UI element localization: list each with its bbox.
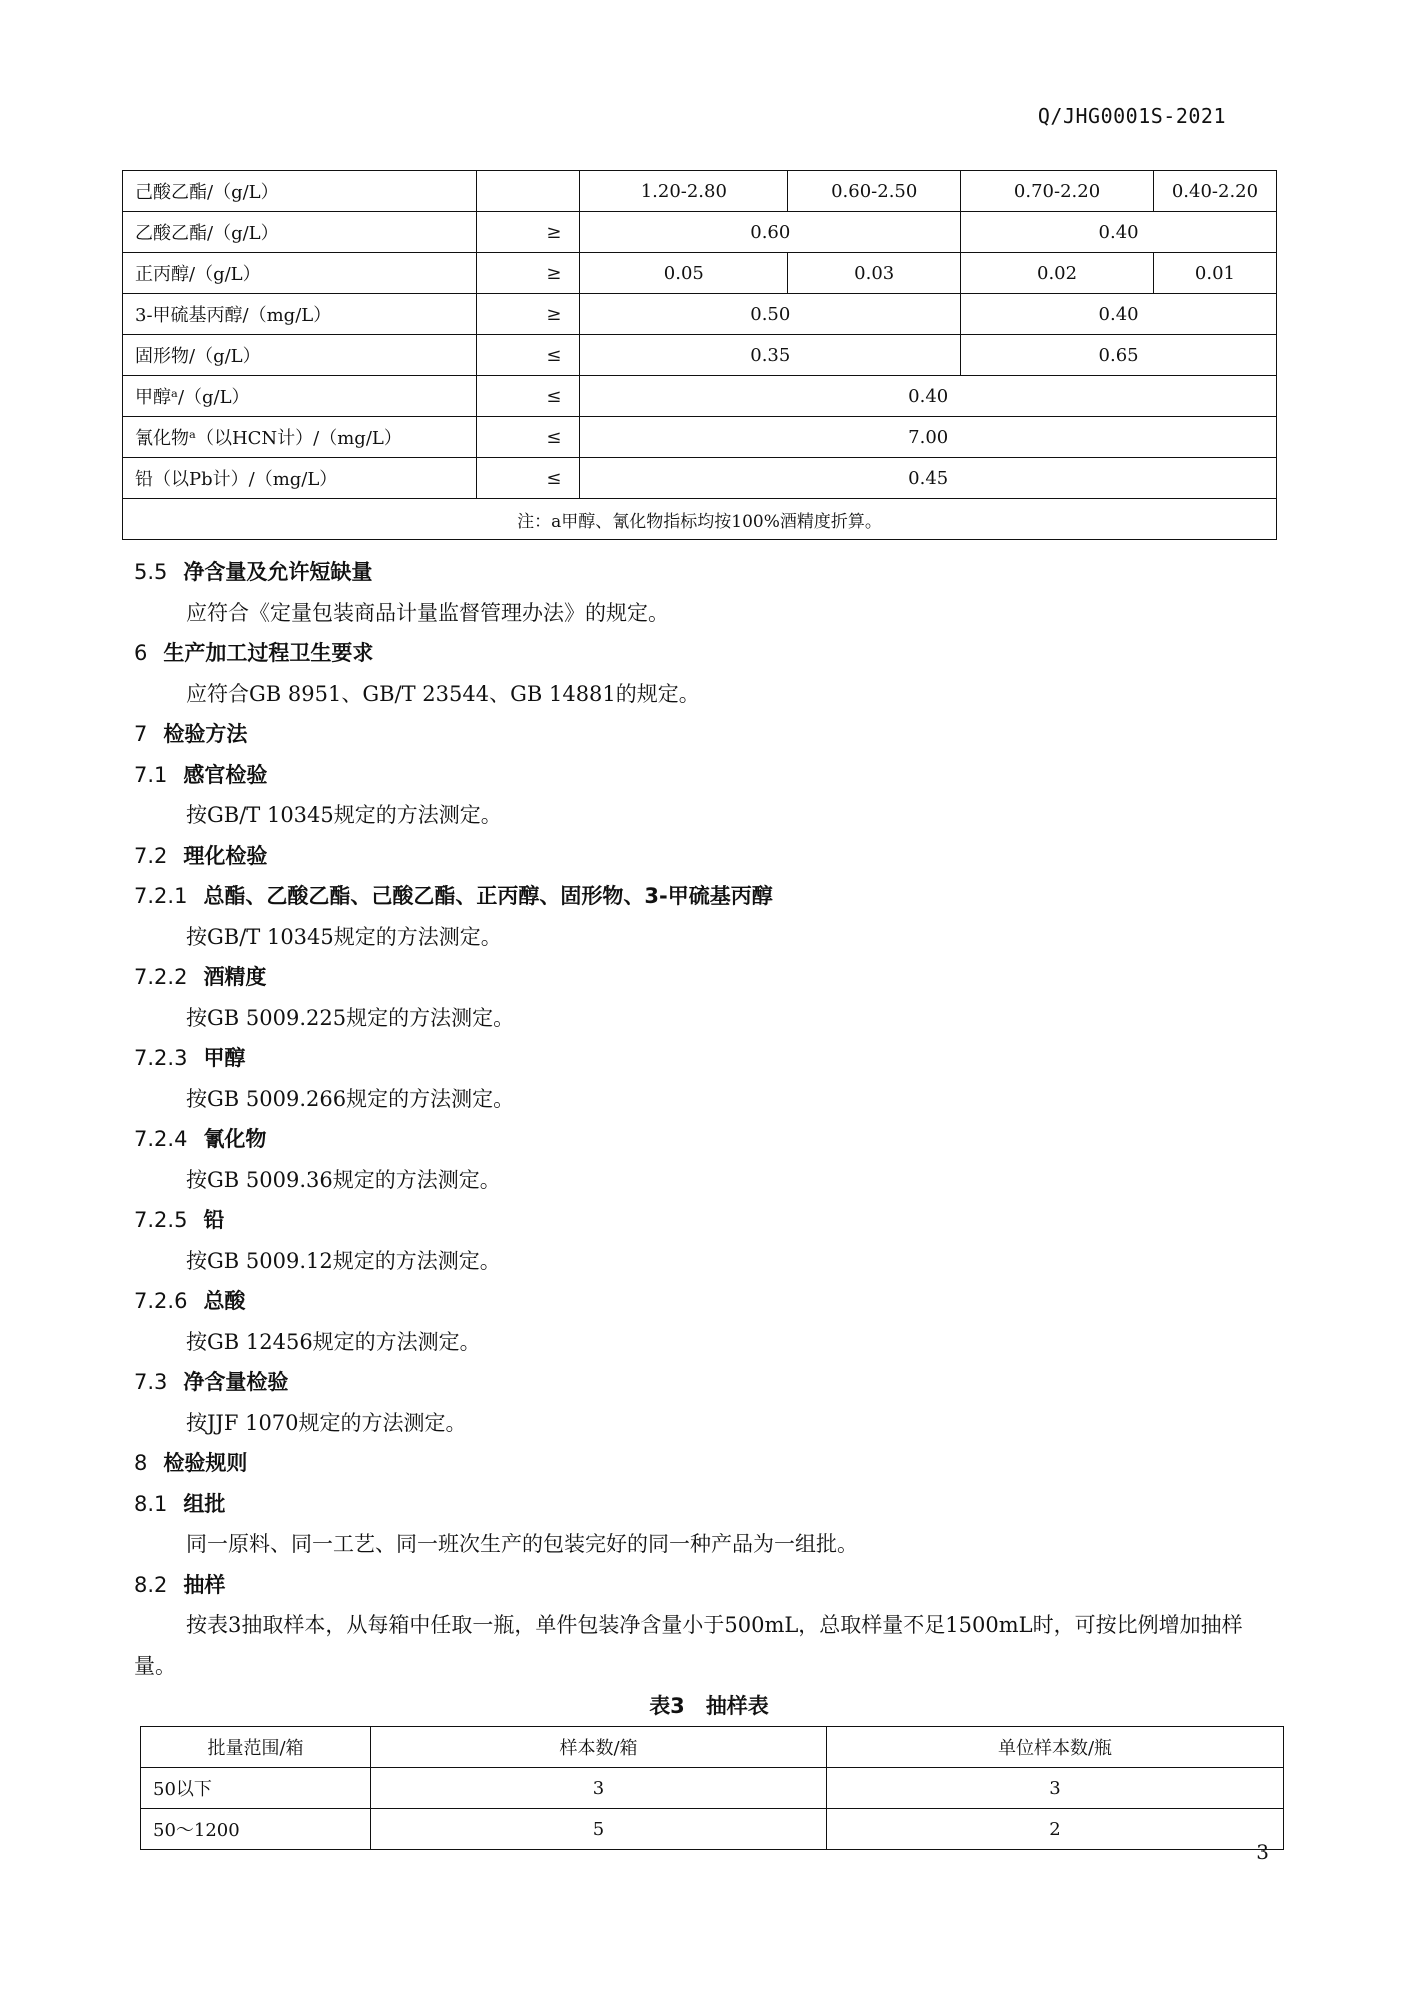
paragraph: 应符合《定量包装商品计量监督管理办法》的规定。 (186, 600, 669, 625)
table-row (123, 417, 1277, 458)
indicator-name: 铅（以Pb计）/（mg/L） (123, 458, 477, 499)
indicator-name: 乙酸乙酯/（g/L） (123, 212, 477, 253)
section-title: 甲醇 (203, 1046, 246, 1070)
indicator-name: 氰化物ᵃ（以HCN计）/（mg/L） (123, 417, 477, 458)
section-number: 7.2.1 (134, 884, 188, 908)
value-cell: 0.60-2.50 (788, 171, 961, 212)
indicator-table (122, 170, 1277, 540)
section-heading (134, 633, 1284, 674)
table-row (123, 171, 1277, 212)
section-heading (134, 1119, 1284, 1160)
section-title: 检验规则 (163, 1451, 248, 1475)
limit-symbol: ≤ (477, 335, 580, 376)
value-cell: 0.05 (580, 253, 788, 294)
section-heading (134, 1362, 1284, 1403)
section-heading (134, 876, 1284, 917)
value-cell: 0.65 (961, 335, 1277, 376)
paragraph: 同一原料、同一工艺、同一班次生产的包装完好的同一种产品为一组批。 (186, 1532, 858, 1556)
section-heading (134, 1200, 1284, 1241)
section-heading (134, 714, 1284, 755)
value-cell: 0.01 (1153, 253, 1276, 294)
table-row (141, 1809, 1284, 1850)
paragraph: 按GB 12456规定的方法测定。 (186, 1329, 481, 1354)
table-cell: 3 (371, 1768, 827, 1809)
indicator-name: 3-甲硫基丙醇/（mg/L） (123, 294, 477, 335)
indicator-name: 固形物/（g/L） (123, 335, 477, 376)
value-cell: 0.03 (788, 253, 961, 294)
section-number: 7.2.4 (134, 1127, 188, 1151)
paragraph: 按表3抽取样本，从每箱中任取一瓶，单件包装净含量小于500mL，总取样量不足1500mL时，可按比例增加抽样量。 (134, 1613, 1243, 1678)
table-note-row (123, 499, 1277, 540)
table-row (141, 1768, 1284, 1809)
table-row (123, 212, 1277, 253)
section-number: 7.1 (134, 762, 168, 787)
column-header: 单位样本数/瓶 (827, 1727, 1284, 1768)
section-number: 6 (134, 641, 148, 665)
paragraph: 按GB 5009.36规定的方法测定。 (186, 1167, 501, 1192)
value-cell: 0.40 (580, 376, 1277, 417)
section-number: 7.2.5 (134, 1208, 188, 1232)
table-cell: 2 (827, 1809, 1284, 1850)
value-cell: 0.45 (580, 458, 1277, 499)
table-header-row (141, 1727, 1284, 1768)
section-title: 抽样 (183, 1572, 226, 1597)
value-cell: 0.35 (580, 335, 961, 376)
paragraph: 按GB/T 10345规定的方法测定。 (186, 924, 502, 949)
value-cell: 0.40-2.20 (1153, 171, 1276, 212)
section-heading (134, 1484, 1284, 1525)
section-number: 8.2 (134, 1572, 168, 1597)
table-row (123, 335, 1277, 376)
table-row (123, 253, 1277, 294)
table-cell: 3 (827, 1768, 1284, 1809)
section-number: 7.2.6 (134, 1289, 188, 1313)
section-title: 生产加工过程卫生要求 (163, 641, 374, 665)
section-title: 组批 (183, 1491, 226, 1516)
indicator-name: 甲醇ᵃ/（g/L） (123, 376, 477, 417)
section-title: 感官检验 (183, 762, 268, 787)
page-number: 3 (1256, 1840, 1269, 1864)
table-cell: 50～1200 (141, 1809, 371, 1850)
limit-symbol: ≤ (477, 458, 580, 499)
section-heading (134, 1565, 1284, 1606)
table-cell: 50以下 (141, 1768, 371, 1809)
value-cell: 0.70-2.20 (961, 171, 1154, 212)
limit-symbol: ≥ (477, 253, 580, 294)
value-cell: 0.40 (961, 294, 1277, 335)
sections (134, 552, 1284, 1686)
section-number: 7.3 (134, 1370, 168, 1394)
document-number: Q/JHG0001S-2021 (1037, 104, 1226, 128)
section-title: 总酸 (203, 1289, 246, 1313)
indicator-name: 己酸乙酯/（g/L） (123, 171, 477, 212)
section-heading (134, 552, 1284, 593)
section-heading (134, 755, 1284, 796)
section-title: 总酯、乙酸乙酯、己酸乙酯、正丙醇、固形物、3-甲硫基丙醇 (203, 884, 773, 908)
column-header: 样本数/箱 (371, 1727, 827, 1768)
section-number: 7.2.3 (134, 1046, 188, 1070)
section-number: 7 (134, 722, 148, 746)
section-number: 8 (134, 1451, 148, 1475)
section-number: 7.2.2 (134, 965, 188, 989)
section-heading (134, 1281, 1284, 1322)
paragraph: 按JJF 1070规定的方法测定。 (186, 1410, 467, 1435)
paragraph: 按GB 5009.266规定的方法测定。 (186, 1086, 515, 1111)
limit-symbol: ≥ (477, 294, 580, 335)
section-number: 7.2 (134, 843, 168, 868)
value-cell: 1.20-2.80 (580, 171, 788, 212)
value-cell: 0.40 (961, 212, 1277, 253)
value-cell: 0.50 (580, 294, 961, 335)
section-heading (134, 1038, 1284, 1079)
section-heading (134, 1443, 1284, 1484)
section-title: 检验方法 (163, 722, 248, 746)
value-cell: 7.00 (580, 417, 1277, 458)
section-title: 氰化物 (203, 1127, 267, 1151)
table-row (123, 376, 1277, 417)
table-row (123, 458, 1277, 499)
indicator-name: 正丙醇/（g/L） (123, 253, 477, 294)
limit-symbol (477, 171, 580, 212)
sampling-table (140, 1726, 1284, 1850)
document-body (134, 552, 1284, 1850)
table-note: 注：a甲醇、氰化物指标均按100%酒精度折算。 (123, 499, 1277, 540)
section-heading (134, 836, 1284, 877)
section-heading (134, 957, 1284, 998)
table3-caption: 表3 抽样表 (649, 1694, 769, 1718)
limit-symbol: ≤ (477, 376, 580, 417)
paragraph: 应符合GB 8951、GB/T 23544、GB 14881的规定。 (186, 681, 700, 706)
section-title: 理化检验 (183, 843, 268, 868)
value-cell: 0.02 (961, 253, 1154, 294)
section-number: 8.1 (134, 1491, 168, 1516)
section-title: 酒精度 (203, 965, 267, 989)
column-header: 批量范围/箱 (141, 1727, 371, 1768)
section-number: 5.5 (134, 560, 168, 584)
limit-symbol: ≥ (477, 212, 580, 253)
limit-symbol: ≤ (477, 417, 580, 458)
section-title: 净含量检验 (183, 1370, 289, 1394)
paragraph: 按GB/T 10345规定的方法测定。 (186, 803, 502, 827)
value-cell: 0.60 (580, 212, 961, 253)
section-title: 净含量及允许短缺量 (183, 560, 373, 584)
table-row (123, 294, 1277, 335)
paragraph: 按GB 5009.225规定的方法测定。 (186, 1005, 515, 1030)
section-title: 铅 (203, 1208, 225, 1232)
table-cell: 5 (371, 1809, 827, 1850)
paragraph: 按GB 5009.12规定的方法测定。 (186, 1248, 501, 1273)
